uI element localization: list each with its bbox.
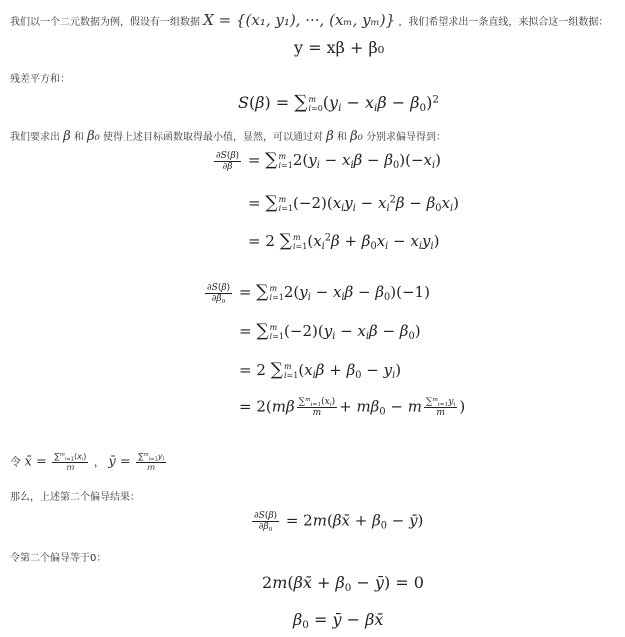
- intro-tail: ，我们希望求出一条直线，来拟合这一组数据：: [398, 17, 609, 28]
- line-model-equation: y = xβ + β₀: [294, 38, 385, 57]
- partial-beta-line-1: $\frac{\partial S(\beta)}{\partial\beta}$ = ∑m $i=12(y_i - x_i\beta - \beta_0)(-x_i)$: [216, 150, 441, 172]
- final-equation: $\beta_0$ = ȳ − βx̄: [293, 610, 384, 632]
- partial-beta0-line-3: = 2 ∑m $i=1(x_i\beta + \beta_0 - y_i)$: [239, 360, 402, 381]
- partial-beta0-line-4: = 2(mβ $\frac{\sum^m_{i=1}(x_i)}{m}$ + $m\beta_0 - m$ $\frac{\sum^m_{i=1}y_i}{m}$ ): [239, 396, 466, 418]
- beta-symbol-2: β: [326, 129, 334, 144]
- zero-equation: 2m(βx̄ + $\beta_0$ − ȳ) = 0: [262, 573, 424, 595]
- solve-text-a: 我们要求出: [10, 132, 60, 143]
- then-label: 那么，上述第二个偏导结果：: [10, 492, 140, 503]
- partial-beta0-line-1: $\frac{\partial S(\beta)}{\partial\beta_0}$ = ∑m $i=12(y_i - x_i\beta - \beta_0)(-1)$: [207, 282, 430, 305]
- partial-beta-line-2: = ∑m $i=1(-2)(x_iy_i - x_i^2\beta - \beta_0x_i)$: [248, 193, 459, 214]
- intro-set: X = {(x₁, y₁), ···, (xₘ, yₘ)}: [203, 11, 396, 29]
- solve-text-e: 分别求偏导得到：: [366, 132, 446, 143]
- let-label: 令: [10, 455, 21, 469]
- rss-formula: S(β) = ∑m $i=0(y_i - x_i\beta - \beta_0)^2$: [238, 92, 439, 115]
- solve-text-d: 和: [336, 132, 347, 143]
- beta0-symbol-2: β₀: [350, 129, 363, 144]
- intro-line: [10, 11, 608, 29]
- let-sep: ，: [93, 455, 105, 469]
- solve-text-b: 和: [73, 132, 84, 143]
- intro-text: 我们以一个二元数据为例，假设有一组数据: [10, 17, 200, 28]
- partial-beta0-line-2: = ∑m $i=1(-2)(y_i - x_i\beta - \beta_0)$: [239, 321, 421, 342]
- beta-symbol: β: [63, 129, 71, 144]
- let-line: 令 x̄ = $\frac{\sum^m_{i=1}(x_i)}{m}$ ， ȳ = $\frac{\sum^m_{i=1}y_i}{m}$: [10, 452, 165, 472]
- solve-text-c: 使得上述目标函数取得最小值，显然，可以通过对: [103, 132, 323, 143]
- beta0-symbol: β₀: [87, 129, 100, 144]
- partial-beta-line-3: = 2 ∑m $i=1(x_i^2\beta + \beta_0x_i - x_iy_i)$: [248, 231, 440, 252]
- zero-label: 令第二个偏导等于0：: [10, 553, 107, 564]
- solve-sentence: [10, 128, 446, 144]
- result-equation: $\frac{\partial S(\beta)}{\partial\beta_0}$ = 2m(βx̄ + $\beta_0$ − ȳ): [254, 511, 424, 533]
- rss-label: 残差平方和：: [10, 74, 70, 85]
